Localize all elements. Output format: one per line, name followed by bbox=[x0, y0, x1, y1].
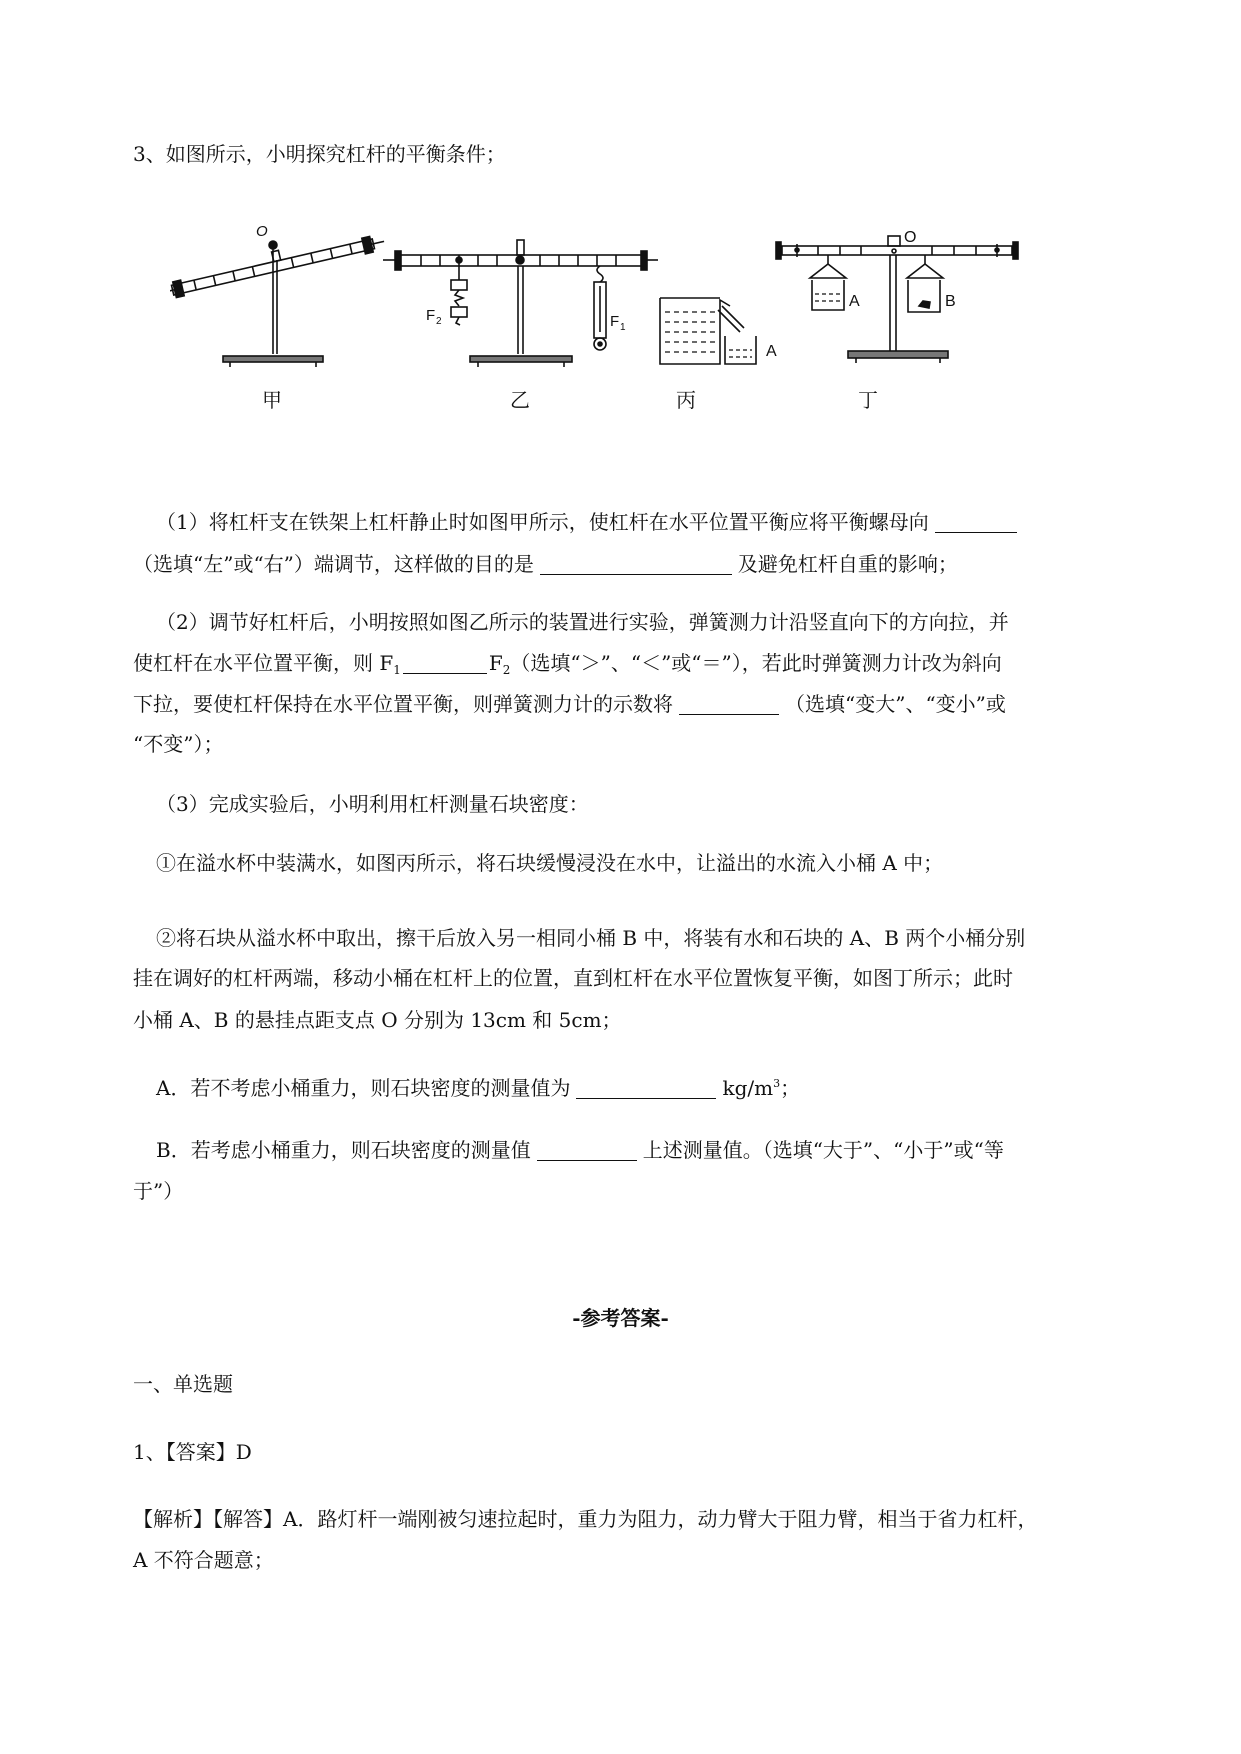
answer-blank-1[interactable] bbox=[935, 510, 1017, 533]
question-a-text: A．若不考虑小桶重力，则石块密度的测量值为 bbox=[156, 1076, 571, 1100]
step1 bbox=[156, 848, 943, 878]
figure-bing bbox=[660, 298, 756, 364]
question-b-text-2: 于”） bbox=[133, 1179, 184, 1203]
density-unit: kg/m bbox=[722, 1076, 774, 1100]
part2-text-g: “不变”）； bbox=[133, 732, 224, 756]
part1-text-b: （选填“左”或“右”）端调节，这样做的目的是 bbox=[133, 552, 534, 576]
part1-line2 bbox=[133, 549, 958, 579]
question-b-line1 bbox=[156, 1135, 1004, 1165]
answer-blank-2[interactable] bbox=[540, 552, 732, 575]
step2-line2 bbox=[133, 963, 1013, 993]
figure-ding bbox=[776, 236, 1018, 363]
bucket-label-bing: A bbox=[766, 343, 777, 360]
part1-line1 bbox=[156, 507, 1023, 537]
density-unit-exponent: 3 bbox=[773, 1077, 781, 1090]
question-b-line2 bbox=[133, 1176, 183, 1206]
force-label-f2-sub: 2 bbox=[436, 316, 442, 327]
step2-line3 bbox=[133, 1005, 622, 1035]
step1-text: ①在溢水杯中装满水，如图丙所示，将石块缓慢浸没在水中，让溢出的水流入小桶 A 中； bbox=[156, 851, 944, 875]
answers-heading: -参考答案- bbox=[572, 1306, 669, 1330]
caption-yi: 乙 bbox=[510, 388, 530, 412]
force-label-f2: F bbox=[426, 307, 436, 324]
part2-line1 bbox=[156, 607, 1009, 637]
step2-text-c: 小桶 A、B 的悬挂点距支点 O 分别为 13cm 和 5cm； bbox=[133, 1008, 622, 1032]
part2-text-d: （选填“＞”、“＜”或“＝”），若此时弹簧测力计改为斜向 bbox=[510, 651, 1002, 675]
answer-blank-3[interactable] bbox=[403, 651, 487, 674]
part3-text: （3）完成实验后，小明利用杠杆测量石块密度： bbox=[156, 792, 589, 816]
answer-blank-5[interactable] bbox=[576, 1076, 716, 1099]
part2-text-b: 使杠杆在水平位置平衡，则 F bbox=[133, 651, 394, 675]
bucket-label-a: A bbox=[849, 293, 860, 310]
caption-bing: 丙 bbox=[676, 388, 696, 412]
part2-line2 bbox=[133, 648, 1002, 685]
part2-text-f: （选填“变大”、“变小”或 bbox=[785, 692, 1006, 716]
question-b-text-end: 上述测量值。（选填“大于”、“小于”或“等 bbox=[642, 1138, 1004, 1162]
pivot-label-ding: O bbox=[904, 229, 917, 246]
question-a-end: ； bbox=[780, 1076, 801, 1100]
force-label-f1-sub: 1 bbox=[620, 322, 626, 333]
lever-experiment-figure bbox=[170, 220, 1050, 420]
pivot-label-jia: O bbox=[256, 223, 268, 240]
answer-item-1: 1、【答案】D bbox=[133, 1440, 252, 1464]
step2-text-b: 挂在调好的杠杆两端，移动小桶在杠杆上的位置，直到杠杆在水平位置恢复平衡，如图丁所示；此时 bbox=[133, 966, 1013, 990]
f1-subscript: 1 bbox=[393, 663, 401, 677]
part2-text-e: 下拉，要使杠杆保持在水平位置平衡，则弹簧测力计的示数将 bbox=[133, 692, 673, 716]
part1-text-c: 及避免杠杆自重的影响； bbox=[737, 552, 958, 576]
part2-text-c: F bbox=[488, 651, 503, 675]
step2-line1 bbox=[156, 923, 1025, 953]
figure-yi bbox=[383, 240, 658, 367]
caption-jia: 甲 bbox=[262, 388, 282, 412]
answer-blank-6[interactable] bbox=[537, 1138, 637, 1161]
analysis-line2: A 不符合题意； bbox=[133, 1548, 274, 1572]
force-label-f1: F bbox=[610, 313, 620, 330]
answer-blank-4[interactable] bbox=[679, 692, 779, 715]
part1-text-a: （1）将杠杆支在铁架上杠杆静止时如图甲所示，使杠杆在水平位置平衡应将平衡螺母向 bbox=[156, 510, 929, 534]
part2-line3 bbox=[133, 689, 1006, 719]
part2-line4 bbox=[133, 729, 223, 759]
part2-text-a: （2）调节好杠杆后，小明按照如图乙所示的装置进行实验，弹簧测力计沿竖直向下的方向拉，并 bbox=[156, 610, 1009, 634]
bucket-label-b: B bbox=[945, 293, 956, 310]
analysis-line1: 【解析】【解答】A．路灯杆一端刚被匀速拉起时，重力为阻力，动力臂大于阻力臂，相当于省力杠杆， bbox=[133, 1507, 1038, 1531]
question-a bbox=[156, 1069, 800, 1103]
question-b-text: B．若考虑小桶重力，则石块密度的测量值 bbox=[156, 1138, 531, 1162]
part3-line1 bbox=[156, 789, 589, 819]
step2-text-a: ②将石块从溢水杯中取出，擦干后放入另一相同小桶 B 中，将装有水和石块的 A、B 两个小桶分别 bbox=[156, 926, 1026, 950]
caption-ding: 丁 bbox=[858, 388, 878, 412]
figure-jia bbox=[170, 227, 386, 367]
answers-section: 一、单选题 bbox=[133, 1372, 233, 1396]
f2-subscript: 2 bbox=[502, 663, 511, 677]
question-title: 3、如图所示，小明探究杠杆的平衡条件； bbox=[133, 142, 506, 166]
